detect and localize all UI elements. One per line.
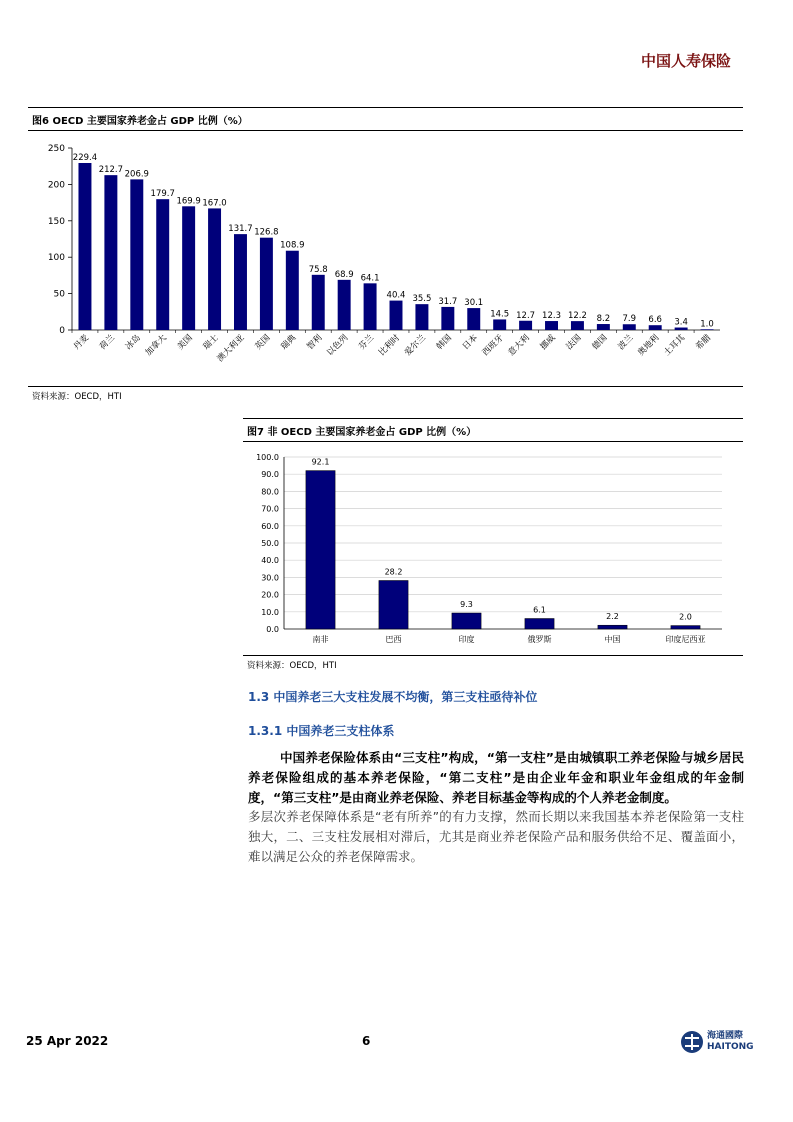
figure6-title: 图6 OECD 主要国家养老金占 GDP 比例（%） [32, 116, 248, 127]
figure6-value-label: 12.3 [542, 311, 561, 322]
figure6-source: 资料来源：OECD，HTI [32, 392, 122, 402]
figure6-category-label: 韩国 [434, 333, 454, 353]
logo-cn-text: 海通國際 [707, 1031, 744, 1041]
figure6-category-label: 冰岛 [123, 333, 143, 353]
figure7-y-tick-label: 10.0 [261, 607, 279, 617]
figure6-value-label: 30.1 [464, 298, 484, 309]
figure6-category-label: 波兰 [616, 333, 636, 353]
figure7-y-tick-label: 70.0 [261, 504, 279, 514]
figure6-value-label: 6.6 [648, 315, 662, 326]
figure7-bar [379, 580, 408, 629]
figure6-category-label: 瑞士 [201, 333, 221, 353]
figure6-y-tick-label: 250 [47, 144, 65, 154]
figure6-category-label: 丹麦 [71, 333, 92, 353]
figure6-category-label: 意大利 [506, 333, 532, 359]
figure7-value-label: 9.3 [460, 600, 473, 610]
figure6-value-label: 35.5 [412, 294, 432, 305]
figure6-value-label: 3.4 [674, 317, 688, 328]
page-number: 6 [362, 1034, 371, 1048]
figure7-category-label: 南非 [312, 635, 329, 644]
figure6-category-label: 西班牙 [480, 333, 506, 359]
figure7-title: 图7 非 OECD 主要国家养老金占 GDP 比例（%） [247, 427, 477, 438]
figure7-y-tick-label: 40.0 [261, 556, 279, 566]
figure7-category-label: 俄罗斯 [527, 635, 552, 644]
figure6-value-label: 108.9 [280, 240, 305, 251]
figure7-y-tick-label: 20.0 [261, 590, 279, 600]
figure6-value-label: 8.2 [596, 314, 611, 325]
figure7-y-tick-label: 90.0 [261, 470, 279, 480]
figure6-y-tick-label: 150 [47, 216, 65, 227]
figure6-y-tick-label: 50 [53, 289, 65, 300]
figure6-value-label: 229.4 [72, 152, 98, 163]
figure7-bar [598, 625, 627, 629]
figure6-category-label: 土耳其 [662, 333, 688, 359]
figure7-y-tick-label: 0.0 [266, 625, 279, 634]
figure6-category-label: 日本 [460, 333, 480, 353]
figure6-value-label: 68.9 [334, 269, 354, 280]
figure6-value-label: 126.8 [254, 227, 279, 238]
figure6-category-label: 澳大利亚 [215, 333, 247, 365]
figure7-bar [671, 626, 700, 629]
figure6-value-label: 12.2 [567, 311, 587, 322]
figure7-value-label: 92.1 [311, 457, 330, 467]
figure6-value-label: 31.7 [438, 296, 458, 307]
figure7-bar [452, 613, 481, 629]
section-heading: 1.3 中国养老三大支柱发展不均衡，第三支柱亟待补位 [248, 690, 538, 704]
figure6-value-label: 40.4 [386, 290, 406, 301]
header-brand: 中国人寿保险 [640, 52, 731, 70]
figure7-bar [525, 619, 554, 629]
figure6-category-label: 英国 [253, 333, 273, 353]
figure7-y-tick-label: 30.0 [261, 573, 279, 583]
figure6-value-label: 169.9 [176, 196, 201, 207]
figure6-value-label: 167.0 [202, 198, 227, 209]
figure6-category-label: 挪威 [538, 333, 558, 353]
figure7-category-label: 印度 [458, 635, 475, 644]
figure6-category-label: 奥地利 [636, 333, 662, 359]
subsection-heading: 1.3.1 中国养老三支柱体系 [248, 724, 395, 738]
figure6-value-label: 75.8 [308, 264, 328, 275]
paragraph-bold: 中国养老保险体系由“三支柱”构成，“第一支柱”是由城镇职工养老保险与城乡居民养老保险组成的基本养老保险，“第二支柱”是由企业年金和职业年金组成的年金制度，“第三支柱”是由商业养老保险、养老目标基金等构成的个人养老金制度。 [248, 750, 744, 805]
figure6-category-label: 比利时 [377, 333, 403, 359]
figure7-value-label: 28.2 [384, 567, 403, 577]
haitong-logo-icon [680, 1030, 704, 1054]
figure6-y-tick-label: 100 [47, 253, 65, 264]
figure6-y-tick-label: 0 [59, 326, 65, 336]
footer-date: 25 Apr 2022 [26, 1034, 109, 1048]
logo-en-text: HAITONG [707, 1042, 754, 1052]
figure7-bottom-rule [243, 655, 743, 656]
figure6-category-label: 瑞典 [279, 333, 299, 353]
figure6-category-label: 以色列 [325, 333, 351, 359]
figure6-category-label: 智利 [305, 333, 325, 353]
figure7-y-tick-label: 80.0 [261, 487, 279, 497]
figure6-category-label: 法国 [564, 333, 584, 353]
figure6-category-label: 希腊 [694, 333, 714, 353]
figure7-value-label: 2.2 [606, 612, 619, 622]
figure6-category-label: 芬兰 [357, 333, 377, 353]
figure6-value-label: 12.7 [516, 310, 536, 321]
figure7-y-tick-label: 100.0 [256, 453, 279, 462]
figure7-category-label: 印度尼西亚 [665, 635, 706, 644]
figure6-y-tick-label: 200 [47, 180, 65, 191]
figure6-value-label: 1.0 [700, 319, 714, 330]
figure6-category-label: 加拿大 [143, 333, 169, 359]
figure7-category-label: 中国 [604, 635, 621, 644]
figure6-value-label: 179.7 [150, 189, 175, 200]
figure6-category-label: 爱尔兰 [402, 333, 429, 359]
figure7-source: 资料来源：OECD，HTI [247, 661, 337, 671]
figure7-category-label: 巴西 [385, 635, 402, 644]
figure7-value-label: 2.0 [679, 612, 692, 622]
figure7-bar [306, 471, 335, 629]
figure7-y-tick-label: 50.0 [261, 539, 279, 548]
figure6-value-label: 7.9 [622, 314, 637, 325]
figure6-category-label: 美国 [175, 333, 195, 353]
figure6-value-label: 206.9 [124, 169, 149, 180]
figure6-value-label: 14.5 [490, 309, 510, 320]
figure6-category-label: 德国 [590, 333, 610, 353]
figure7-y-tick-label: 60.0 [261, 521, 279, 531]
figure7-value-label: 6.1 [533, 605, 546, 615]
figure6-value-label: 131.7 [228, 224, 253, 235]
paragraph-body: 多层次养老保障体系是“老有所养”的有力支撑，然而长期以来我国基本养老保险第一支柱独大，二、三支柱发展相对滞后，尤其是商业养老保险产品和服务供给不足、覆盖面小，难以满足公众的养老保障需求。 [248, 809, 744, 864]
figure6-value-label: 64.1 [360, 273, 380, 284]
figure6-value-label: 212.7 [98, 165, 124, 176]
figure6-category-label: 荷兰 [97, 333, 118, 353]
